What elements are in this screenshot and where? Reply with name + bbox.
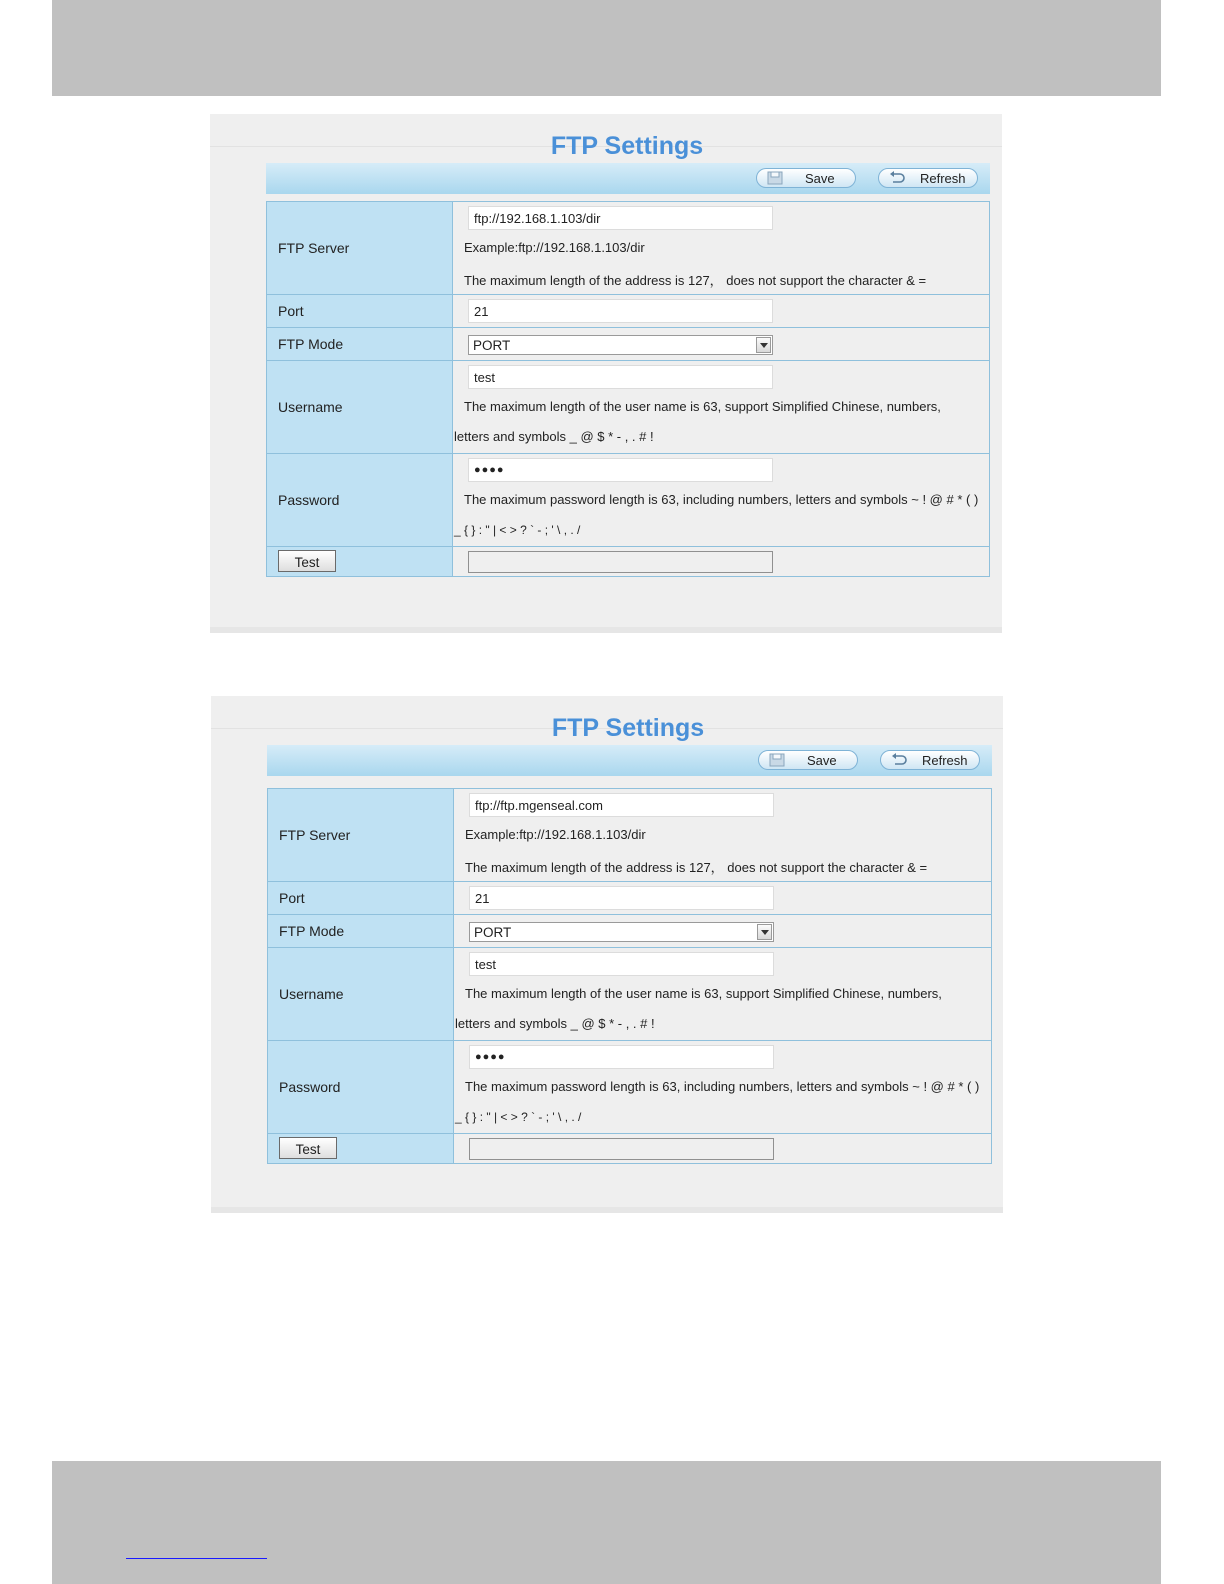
password-note-cont: _ { } : " | < > ? ` - ; ' \ , . / [455,1110,582,1124]
ftp-mode-value: PORT [474,925,512,940]
ftp-server-row [266,201,990,295]
ftp-server-note: The maximum length of the address is 127， does not support the character & = [465,860,928,875]
test-button[interactable]: Test [278,550,336,572]
test-result-field [468,551,773,573]
ftp-server-example: Example:ftp://192.168.1.103/dir [465,827,646,842]
port-row [267,882,992,915]
ftp-mode-label: FTP Mode [278,336,344,352]
ftp-mode-select[interactable] [468,335,773,355]
username-note: The maximum length of the user name is 63, support Simplified Chinese, numbers, [464,399,941,414]
page-title: FTP Settings [551,714,705,742]
port-input[interactable]: 21 [468,299,773,323]
username-row [266,361,990,454]
test-result-field [469,1138,774,1160]
refresh-arrow-icon [891,753,907,767]
ftp-mode-value: PORT [473,338,511,353]
username-note-cont: letters and symbols _ @ $ * - , . # ! [454,429,654,444]
toolbar [266,163,990,194]
password-row [266,454,990,547]
page-header-band [52,0,1161,96]
settings-form [267,788,992,1164]
password-label: Password [279,1079,341,1095]
port-label: Port [278,303,304,319]
ftp-mode-row [267,915,992,948]
refresh-button[interactable] [880,750,980,770]
save-button-label: Save [807,753,837,768]
save-button-label: Save [805,171,835,186]
password-note-cont: _ { } : " | < > ? ` - ; ' \ , . / [454,523,581,537]
test-row [266,547,990,577]
username-note-cont: letters and symbols _ @ $ * - , . # ! [455,1016,655,1031]
ftp-server-label: FTP Server [279,827,351,843]
ftp-server-note: The maximum length of the address is 127， does not support the character & = [464,273,927,288]
ftp-server-input[interactable]: ftp://ftp.mgenseal.com [469,793,774,817]
refresh-button-label: Refresh [922,753,968,768]
chevron-down-icon[interactable] [757,924,772,940]
refresh-arrow-icon [889,171,905,185]
test-button[interactable]: Test [279,1137,337,1159]
toolbar [267,745,992,776]
port-label: Port [279,890,305,906]
page-footer-band [52,1461,1161,1584]
password-input[interactable]: ●●●● [468,458,773,482]
refresh-button[interactable] [878,168,978,188]
password-input[interactable]: ●●●● [469,1045,774,1069]
ftp-settings-panel [211,696,1003,1213]
floppy-disk-icon [767,171,783,185]
ftp-server-label: FTP Server [278,240,350,256]
username-input[interactable]: test [468,365,773,389]
ftp-mode-row [266,328,990,361]
password-note: The maximum password length is 63, including numbers, letters and symbols ~ ! @ # * ( ) [464,492,979,507]
username-note: The maximum length of the user name is 63, support Simplified Chinese, numbers, [465,986,942,1001]
chevron-down-icon[interactable] [756,337,771,353]
refresh-button-label: Refresh [920,171,966,186]
port-row [266,295,990,328]
save-button[interactable] [756,168,856,188]
page-title: FTP Settings [550,132,704,160]
test-row [267,1134,992,1164]
username-label: Username [279,986,344,1002]
password-row [267,1041,992,1134]
password-label: Password [278,492,340,508]
username-label: Username [278,399,343,415]
footer-link[interactable] [126,1558,267,1559]
ftp-settings-panel [210,114,1002,633]
floppy-disk-icon [769,753,785,767]
username-input[interactable]: test [469,952,774,976]
password-note: The maximum password length is 63, including numbers, letters and symbols ~ ! @ # * ( ) [465,1079,980,1094]
ftp-mode-select[interactable] [469,922,774,942]
save-button[interactable] [758,750,858,770]
port-input[interactable]: 21 [469,886,774,910]
ftp-server-example: Example:ftp://192.168.1.103/dir [464,240,645,255]
ftp-server-row [267,788,992,882]
ftp-mode-label: FTP Mode [279,923,345,939]
ftp-server-input[interactable]: ftp://192.168.1.103/dir [468,206,773,230]
settings-form [266,201,990,577]
username-row [267,948,992,1041]
